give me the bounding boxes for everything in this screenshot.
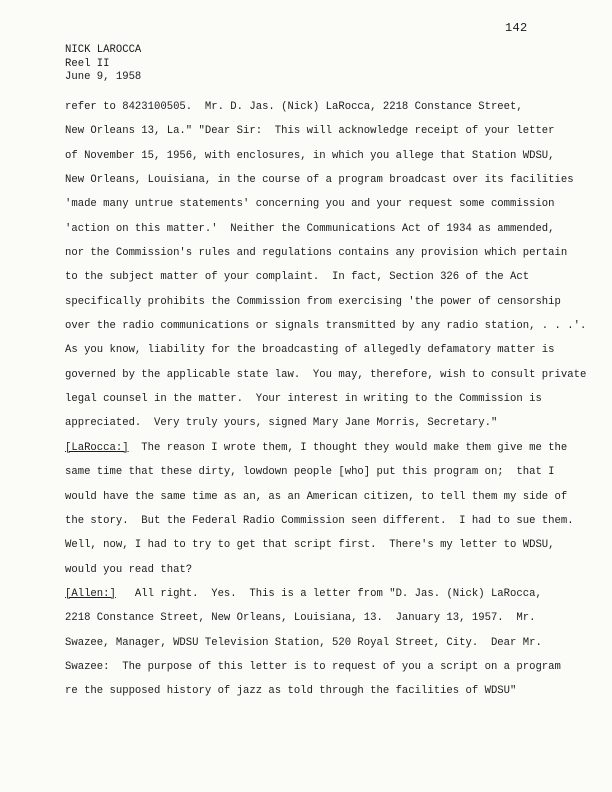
line-text: over the radio communications or signals transmitted by any radio station, . . .'. [65,320,587,333]
transcript-line [65,558,565,582]
line-text: New Orleans 13, La." "Dear Sir: This will acknowledge receipt of your letter [65,125,555,138]
transcript-line [65,241,568,265]
line-text: 'made many untrue statements' concerning you and your request some commission [65,198,555,211]
transcript-line [65,631,565,655]
transcript-line [65,217,565,241]
line-text: refer to 8423100505. Mr. D. Jas. (Nick) LaRocca, 2218 Constance Street, [65,101,523,113]
line-text: appreciated. Very truly yours, signed Mary Jane Morris, Secretary." [65,417,498,430]
transcript-line [65,387,565,411]
transcript-line [65,533,565,557]
transcript-line [65,95,565,119]
transcript-body [65,95,587,704]
transcript-line [65,436,568,460]
transcript-line [65,460,565,484]
speaker-label: [LaRocca:] [65,441,129,454]
transcript-line [65,192,565,216]
line-text: same time that these dirty, lowdown people [who] put this program on; that I [65,466,555,479]
transcript-line [65,314,587,338]
line-text: The reason I wrote them, I thought they would make them give me the [128,441,568,454]
transcript-line [65,679,565,703]
transcript-line [65,144,565,168]
line-text: 'action on this matter.' Neither the Communications Act of 1934 as ammended, [65,222,555,235]
transcript-line [65,655,565,679]
line-text: would have the same time as an, as an American citizen, to tell them my side of [65,490,568,503]
transcript-line [65,265,565,289]
transcript-line [65,168,574,192]
line-text: Swazee, Manager, WDSU Television Station, 520 Royal Street, City. Dear Mr. [65,636,542,649]
line-text: New Orleans, Louisiana, in the course of a program broadcast over its facilities [65,174,574,187]
line-text: the story. But the Federal Radio Commission seen different. I had to sue them. [65,514,574,527]
interviewee-name: NICK LAROCCA [65,44,142,56]
line-text: Well, now, I had to try to get that script first. There's my letter to WDSU, [65,539,555,552]
transcript-header [65,44,141,85]
line-text: of November 15, 1956, with enclosures, in which you allege that Station WDSU, [65,149,555,162]
transcript-line [65,290,565,314]
transcript-line [65,119,565,143]
line-text: governed by the applicable state law. You may, therefore, wish to consult private [65,368,587,381]
transcript-line [65,411,565,435]
transcript-line [65,363,587,387]
page-number: 142 [505,21,528,35]
line-text: legal counsel in the matter. Your interest in writing to the Commission is [65,393,542,406]
transcript-line [65,582,565,606]
interview-date: June 9, 1958 [65,71,142,83]
line-text: specifically prohibits the Commission from exercising 'the power of censorship [65,295,561,308]
transcript-line [65,338,565,362]
line-text: re the supposed history of jazz as told through the facilities of WDSU" [65,685,517,698]
reel-label: Reel II [65,57,110,70]
line-text: As you know, liability for the broadcasting of allegedly defamatory matter is [65,344,555,357]
line-text: All right. Yes. This is a letter from "D. Jas. (Nick) LaRocca, [115,587,542,600]
line-text: nor the Commission's rules and regulations contains any provision which pertain [65,247,568,260]
line-text: would you read that? [65,563,193,576]
transcript-line [65,485,568,509]
line-text: to the subject matter of your complaint. In fact, Section 326 of the Act [65,271,530,284]
line-text: Swazee: The purpose of this letter is to request of you a script on a program [65,660,561,673]
transcript-line [65,509,574,533]
transcript-line [65,606,565,630]
line-text: 2218 Constance Street, New Orleans, Louisiana, 13. January 13, 1957. Mr. [65,612,536,625]
speaker-label: [Allen:] [65,587,116,600]
